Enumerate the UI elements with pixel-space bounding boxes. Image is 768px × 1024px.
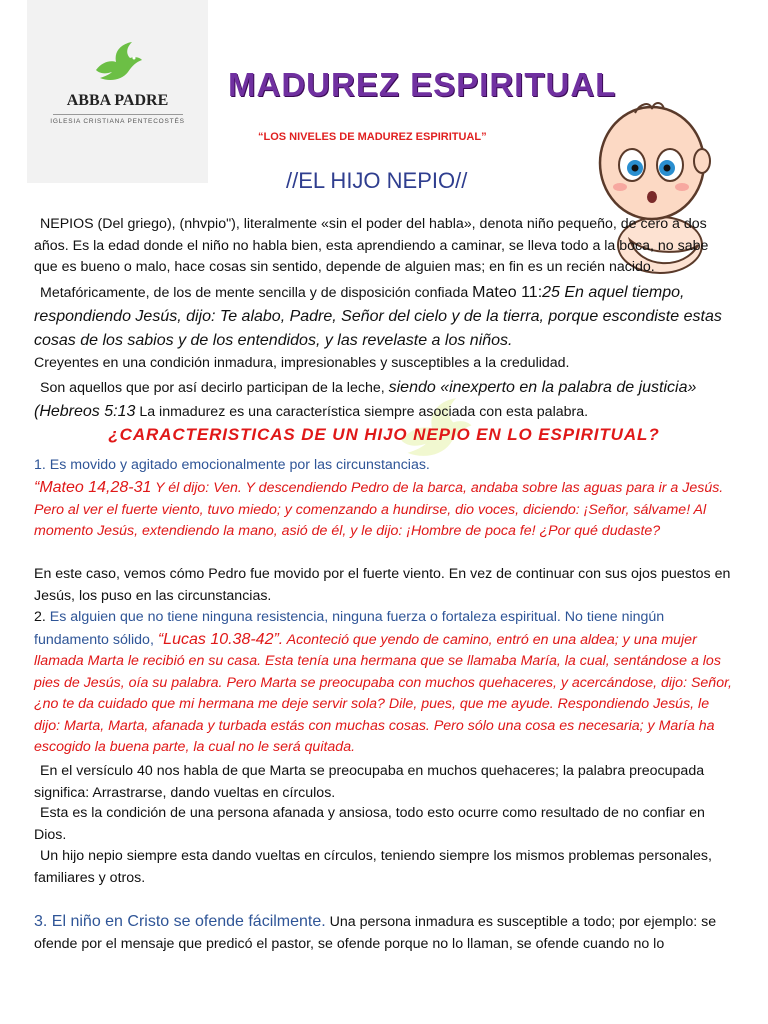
item1-text: En este caso, vemos cómo Pedro fue movido por el fuerte viento. En vez de continuar con sus ojos puestos en Jesús, los puso en las circunstancias.	[34, 566, 731, 604]
scripture-quote: Y él dijo: Ven. Y descendiendo Pedro de la barca, andaba sobre las aguas para ir a Jesús. Pero al ver el fuerte viento, tuvo miedo; y comenzando a hundirse, dio voces, diciendo: ¡Señor, sálvame! Al momento Jesús, extendiendo la mano, asió de él, y le dijo: ¡Hombre de poca fe! ¿Por qué dudaste?	[34, 480, 724, 539]
dove-icon	[92, 40, 144, 86]
paragraph-tail: La inmadurez es una característica siempre asociada con esta palabra.	[135, 404, 589, 420]
scripture-quote: siendo «inexperto en la palabra de justicia» (Hebreos 5:13	[34, 379, 697, 420]
item3-text: Una persona inmadura es susceptible a todo; por ejemplo: se ofende por el mensaje que predicó el pastor, se ofende porque no lo llaman, se ofende cuando no lo	[34, 914, 717, 952]
item2-heading: Es alguien que no tiene ninguna resistencia, ninguna fuerza o fortaleza espiritual. No tiene ningún fundamento sólido,	[34, 609, 665, 648]
item3-heading: 3. El niño en Cristo se ofende fácilmente.	[34, 913, 326, 930]
item2-text3: Un hijo nepio siempre esta dando vueltas en círculos, teniendo siempre los mismos problemas personales, familiares y otros.	[34, 848, 712, 886]
paragraph-metaforicamente	[34, 281, 734, 353]
characteristics-title: ¿CARACTERISTICAS DE UN HIJO NEPIO EN LO ESPIRITUAL?	[108, 425, 660, 444]
scripture-quote: Aconteció que yendo de camino, entró en una aldea; y una mujer llamada Marta le recibió en su casa. Esta tenía una hermana que se llamaba María, la cual, sentándose a los pies de Jesús, oía su palabra. Pero Marta se preocupaba con muchos quehaceres, y acercándose, dijo: Señor, ¿no te da cuidado que mi hermana me deje servir sola? Dile, pues, que me ayude. Respondiendo Jesús, le dijo: Marta, Marta, afanada y turbada estás con muchas cosas. Pero sólo una cosa es necesaria; y María ha escogido la buena parte, la cual no le será quitada.	[34, 631, 732, 755]
scripture-ref: “Lucas 10.38-42”.	[157, 630, 284, 648]
scripture-ref: “Mateo 14,28-31	[34, 479, 152, 496]
section-heading: //EL HIJO NEPIO//	[286, 168, 468, 193]
logo-name: ABBA PADRE	[66, 92, 169, 109]
page-subtitle: “LOS NIVELES DE MADUREZ ESPIRITUAL”	[258, 131, 487, 143]
paragraph-text: Son aquellos que por así decirlo participan de la leche,	[40, 380, 389, 396]
page-title: MADUREZ ESPIRITUAL	[228, 66, 617, 103]
item2-text1: En el versículo 40 nos habla de que Marta se preocupaba en muchos quehaceres; la palabra preocupada significa: Arrastrarse, dando vueltas en círculos.	[34, 763, 705, 801]
paragraph-creyentes: Creyentes en una condición inmadura, impresionables y susceptibles a la credulidad.	[34, 355, 570, 371]
paragraph-text: Metafóricamente, de los de mente sencilla y de disposición confiada	[40, 285, 473, 301]
item1-heading: 1. Es movido y agitado emocionalmente por las circunstancias.	[34, 457, 430, 473]
scripture-quote: 25 En aquel tiempo, respondiendo Jesús, dijo: Te alabo, Padre, Señor del cielo y de la tierra, porque escondiste estas cosas de los sabios y de los entendidos, y las revelaste a los niños.	[34, 284, 722, 349]
item3-body	[34, 911, 734, 955]
logo-divider	[53, 114, 183, 115]
logo-subtitle: IGLESIA CRISTIANA PENTECOSTÉS	[50, 118, 185, 125]
item1-quote	[34, 477, 734, 543]
item2-body	[34, 607, 734, 759]
item2-number: 2.	[34, 609, 50, 625]
item2-text2: Esta es la condición de una persona afanada y ansiosa, todo esto ocurre como resultado de no confiar en Dios.	[34, 805, 705, 843]
scripture-ref: Mateo 11:	[472, 284, 543, 301]
paragraph-nepios: NEPIOS (Del griego), (nhvpio"), literalmente «sin el poder del habla», denota niño pequeño, de cero a dos años. Es la edad donde el niño no habla bien, esta aprendiendo a caminar, se lleva todo a la boca, no sabe que es bueno o malo, hace cosas sin sentido, depende de alguien mas; en fin es un recién nacido.	[34, 216, 709, 275]
church-logo	[27, 0, 208, 183]
paragraph-leche	[34, 376, 734, 424]
